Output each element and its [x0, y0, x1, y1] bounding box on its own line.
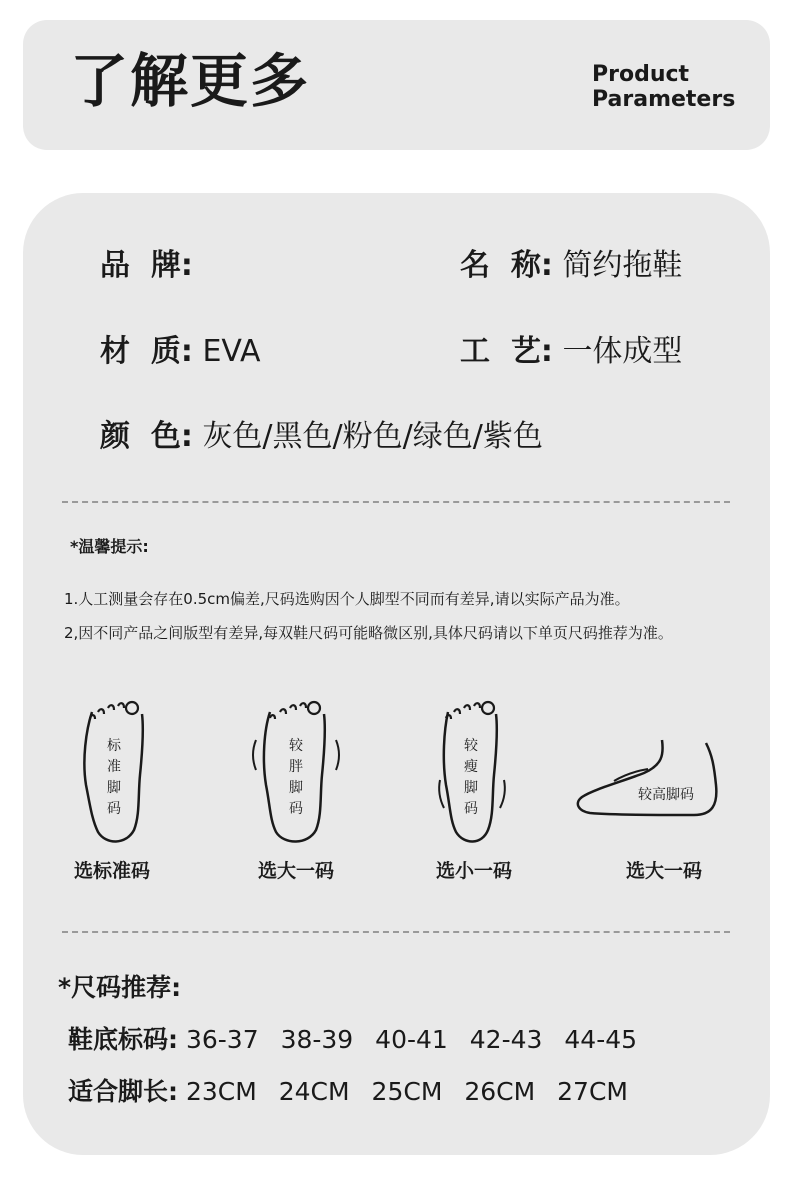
divider-top: [62, 501, 730, 503]
narrow-foot-caption: 选小一码: [435, 860, 512, 882]
craft-row: [460, 334, 682, 370]
foot-label-char: 码: [464, 801, 478, 817]
name-row: [460, 248, 682, 284]
wide-footprint-icon: [250, 700, 342, 845]
foot-label-char: 码: [107, 801, 121, 817]
subtitle-line-2: Parameters: [592, 87, 736, 112]
standard-foot-caption: 选标准码: [73, 860, 150, 882]
material-label: 材 质:: [100, 334, 193, 369]
foot-length-value: 26CM: [464, 1077, 536, 1106]
craft-label: 工 艺:: [460, 334, 553, 369]
foot-length-value: 23CM: [185, 1077, 257, 1106]
name-label: 名 称:: [460, 248, 553, 283]
foot-length-label: 适合脚长:: [68, 1077, 178, 1106]
material-row: [100, 334, 261, 370]
wide-foot-caption: 选大一码: [257, 860, 334, 882]
standard-foot-illustration: [78, 700, 150, 845]
wide-foot-illustration: [250, 700, 342, 845]
sole-size-value: 42-43: [469, 1025, 543, 1054]
sole-size-value: 36-37: [185, 1025, 259, 1054]
foot-label-char: 瘦: [464, 759, 478, 775]
color-row: [100, 419, 543, 455]
tips-title: *温馨提示:: [70, 537, 149, 556]
high-instep-foot-caption: 选大一码: [625, 860, 702, 882]
color-label: 颜 色:: [100, 419, 193, 454]
foot-label-char: 准: [107, 759, 121, 775]
subtitle-line-1: Product: [592, 62, 690, 87]
tip-line-2: 2,因不同产品之间版型有差异,每双鞋尺码可能略微区别,具体尺码请以下单页尺码推荐为准。: [64, 624, 673, 642]
footprint-icon: [78, 700, 150, 845]
foot-label-char: 较: [464, 738, 478, 754]
color-value: 灰色/黑色/粉色/绿色/紫色: [202, 419, 543, 454]
foot-label-char: 码: [289, 801, 303, 817]
sole-size-value: 44-45: [564, 1025, 638, 1054]
brand-row: [100, 248, 193, 284]
high-instep-foot-illustration: [574, 735, 724, 825]
material-value: EVA: [202, 334, 261, 369]
sole-size-value: 40-41: [375, 1025, 448, 1054]
size-recommendation-title: *尺码推荐:: [58, 973, 182, 1002]
foot-length-row: [68, 1072, 642, 1108]
foot-label: 较高脚码: [638, 787, 694, 803]
tip-line-1: 1.人工测量会存在0.5cm偏差,尺码选购因个人脚型不同而有差异,请以实际产品为准。: [64, 590, 630, 608]
page-subtitle: [592, 62, 735, 112]
divider-bottom: [62, 931, 730, 933]
brand-label: 品 牌:: [100, 248, 193, 283]
sole-size-label: 鞋底标码:: [68, 1025, 178, 1054]
foot-length-value: 24CM: [278, 1077, 350, 1106]
side-foot-icon: [574, 735, 724, 825]
name-value: 简约拖鞋: [562, 248, 683, 283]
page-title: 了解更多: [70, 47, 311, 115]
foot-length-value: 25CM: [371, 1077, 443, 1106]
foot-label-char: 脚: [464, 780, 478, 796]
foot-label-char: 脚: [107, 780, 121, 796]
craft-value: 一体成型: [562, 334, 683, 369]
foot-length-value: 27CM: [557, 1077, 628, 1106]
foot-label-char: 较: [289, 738, 303, 754]
foot-label-char: 标: [107, 738, 121, 754]
foot-label-char: 脚: [289, 780, 303, 796]
narrow-foot-illustration: [430, 700, 514, 845]
sole-size-value: 38-39: [280, 1025, 354, 1054]
narrow-footprint-icon: [430, 700, 514, 845]
sole-size-row: [68, 1020, 651, 1056]
foot-label-char: 胖: [289, 759, 303, 775]
